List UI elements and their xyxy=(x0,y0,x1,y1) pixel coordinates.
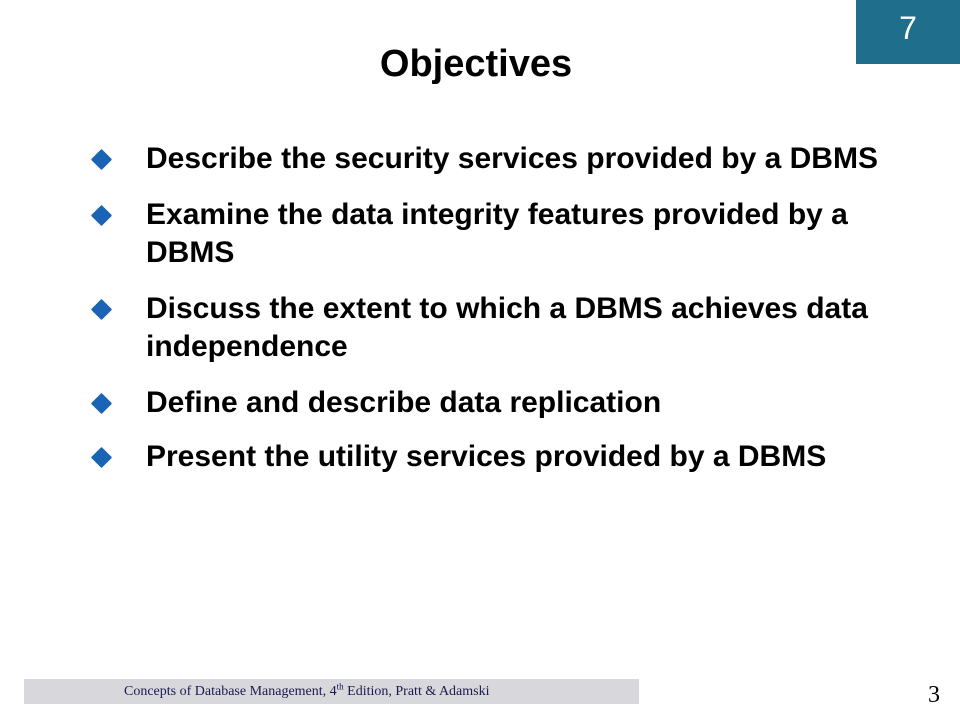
diamond-bullet-icon xyxy=(91,447,112,468)
diamond-bullet-icon xyxy=(91,149,112,170)
chapter-number-badge: 7 xyxy=(856,0,960,64)
footer-citation xyxy=(124,683,490,701)
list-item xyxy=(90,140,920,178)
diamond-bullet-icon xyxy=(91,205,112,226)
list-item-text: Present the utility services provided by a DBMS xyxy=(146,440,827,473)
footer-superscript: th xyxy=(336,681,344,692)
list-item-text: Discuss the extent to which a DBMS achieves data independence xyxy=(146,292,868,363)
page-number: 3 xyxy=(928,682,940,708)
objectives-list xyxy=(90,140,920,494)
slide-title: Objectives xyxy=(379,43,573,85)
footer-bar xyxy=(24,679,639,704)
diamond-bullet-icon xyxy=(91,393,112,414)
footer-text-start: Concepts of Database Management, 4 xyxy=(124,684,337,699)
list-item xyxy=(90,438,920,476)
diamond-bullet-icon xyxy=(91,299,112,320)
list-item-text: Define and describe data replication xyxy=(146,386,662,419)
list-item-text: Examine the data integrity features provided by a DBMS xyxy=(146,198,848,269)
list-item-text: Describe the security services provided by a DBMS xyxy=(146,142,878,175)
footer-text-end: Edition, Pratt & Adamski xyxy=(343,684,490,699)
list-item xyxy=(90,290,920,366)
list-item xyxy=(90,384,920,422)
list-item xyxy=(90,196,920,272)
